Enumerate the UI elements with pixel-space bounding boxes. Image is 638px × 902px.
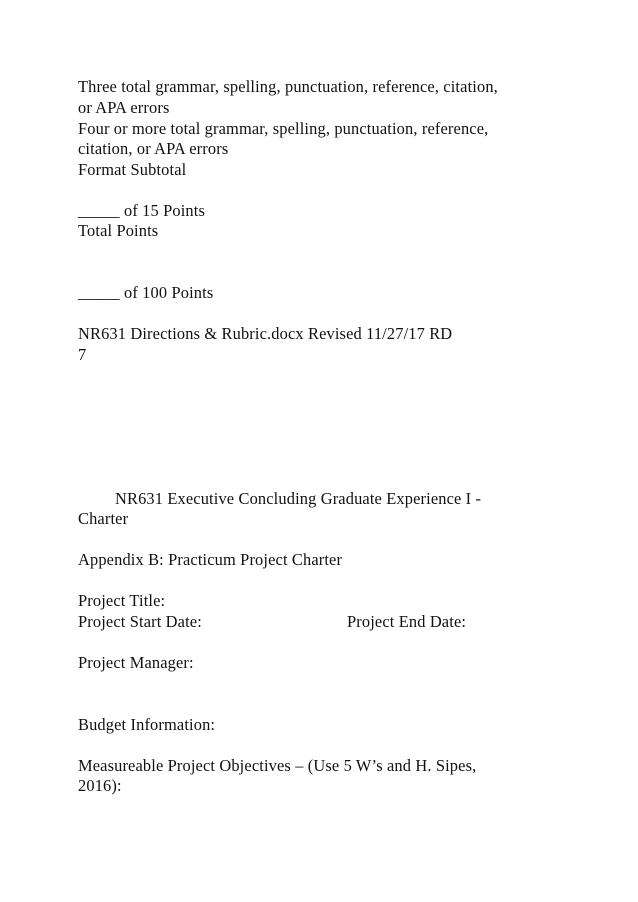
three-errors-text-line2: or APA errors	[78, 98, 170, 117]
project-start-date-label: Project Start Date:	[78, 612, 202, 631]
project-end-date-label: Project End Date:	[347, 612, 467, 631]
charter-title-line2: Charter	[78, 509, 129, 528]
objectives-label-line2: 2016):	[78, 776, 122, 795]
budget-information-label: Budget Information:	[78, 715, 216, 734]
objectives-label-line1: Measureable Project Objectives – (Use 5 W’s and H. Sipes,	[78, 756, 477, 775]
total-points-value: _____ of 100 Points	[78, 283, 214, 302]
three-errors-text-line1: Three total grammar, spelling, punctuation, reference, citation,	[78, 77, 498, 96]
file-revision-footer: NR631 Directions & Rubric.docx Revised 11/27/17 RD	[78, 324, 453, 343]
format-subtotal-points: _____ of 15 Points	[78, 201, 206, 220]
project-manager-label: Project Manager:	[78, 653, 194, 672]
appendix-heading: Appendix B: Practicum Project Charter	[78, 550, 343, 569]
four-errors-text-line1: Four or more total grammar, spelling, punctuation, reference,	[78, 119, 489, 138]
charter-title-line1: NR631 Executive Concluding Graduate Experience I -	[115, 489, 482, 508]
format-subtotal-label: Format Subtotal	[78, 160, 187, 179]
page-number: 7	[78, 345, 87, 364]
project-title-label: Project Title:	[78, 591, 166, 610]
total-points-label: Total Points	[78, 221, 159, 240]
four-errors-text-line2: citation, or APA errors	[78, 139, 229, 158]
